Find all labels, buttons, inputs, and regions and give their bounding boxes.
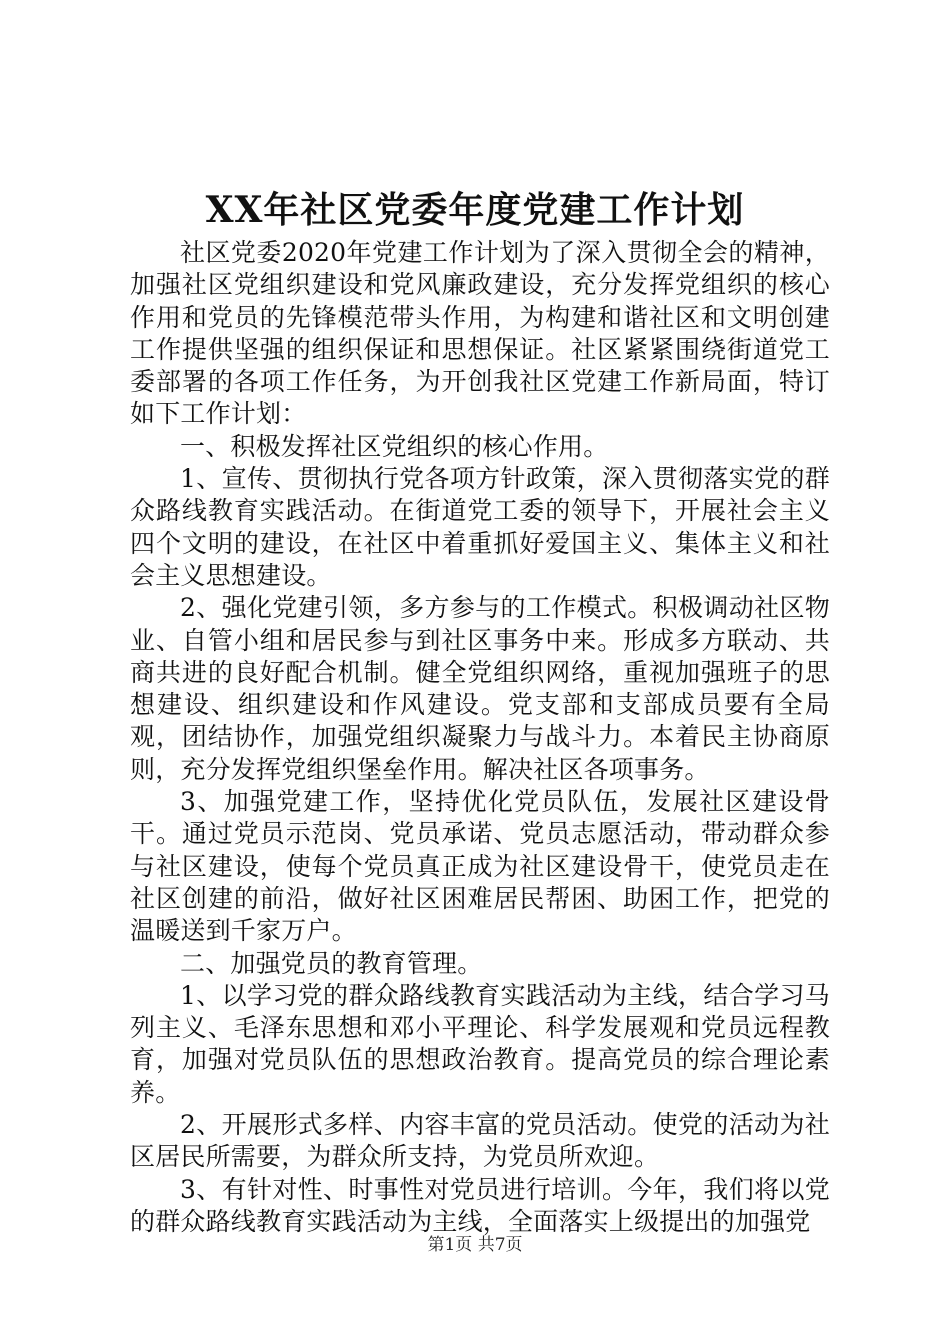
- paragraph-1-1: 1、宣传、贯彻执行党各项方针政策，深入贯彻落实党的群众路线教育实践活动。在街道党工委的领导下，开展社会主义四个文明的建设，在社区中着重抓好爱国主义、集体主义和社会主义思想建设。: [130, 464, 830, 590]
- paragraph-1-3: 3、加强党建工作，坚持优化党员队伍，发展社区建设骨干。通过党员示范岗、党员承诺、党员志愿活动，带动群众参与社区建设，使每个党员真正成为社区建设骨干，使党员走在社区创建的前沿，做好社区困难居民帮困、助困工作，把党的温暖送到千家万户。: [130, 787, 830, 946]
- paragraph-2-1: 1、以学习党的群众路线教育实践活动为主线，结合学习马列主义、毛泽东思想和邓小平理论、科学发展观和党员远程教育，加强对党员队伍的思想政治教育。提高党员的综合理论素养。: [130, 980, 830, 1107]
- paragraph-2-2: 2、开展形式多样、内容丰富的党员活动。使党的活动为社区居民所需要，为群众所支持，为党员所欢迎。: [130, 1110, 830, 1172]
- section-heading-1: 一、积极发挥社区党组织的核心作用。: [180, 431, 609, 461]
- section-heading-2: 二、加强党员的教育管理。: [180, 948, 483, 978]
- paragraph-1-2: 2、强化党建引领，多方参与的工作模式。积极调动社区物业、自管小组和居民参与到社区事务中来。形成多方联动、共商共进的良好配合机制。健全党组织网络，重视加强班子的思想建设、组织建设和作风建设。党支部和支部成员要有全局观，团结协作，加强党组织凝聚力与战斗力。本着民主协商原则，充分发挥党组织堡垒作用。解决社区各项事务。: [130, 593, 830, 784]
- page-number-footer: 第1页 共7页: [427, 1235, 523, 1255]
- paragraph-intro: 社区党委2020年党建工作计划为了深入贯彻全会的精神，加强社区党组织建设和党风廉政建设，充分发挥党组织的核心作用和党员的先锋模范带头作用，为构建和谐社区和文明创建工作提供坚强的组织保证和思想保证。社区紧紧围绕街道党工委部署的各项工作任务，为开创我社区党建工作新局面，特订如下工作计划：: [130, 238, 830, 429]
- document-title: XX年社区党委年度党建工作计划: [205, 189, 745, 231]
- document-body: [130, 237, 830, 1238]
- paragraph-2-3: 3、有针对性、时事性对党员进行培训。今年，我们将以党的群众路线教育实践活动为主线，全面落实上级提出的加强党: [130, 1174, 830, 1236]
